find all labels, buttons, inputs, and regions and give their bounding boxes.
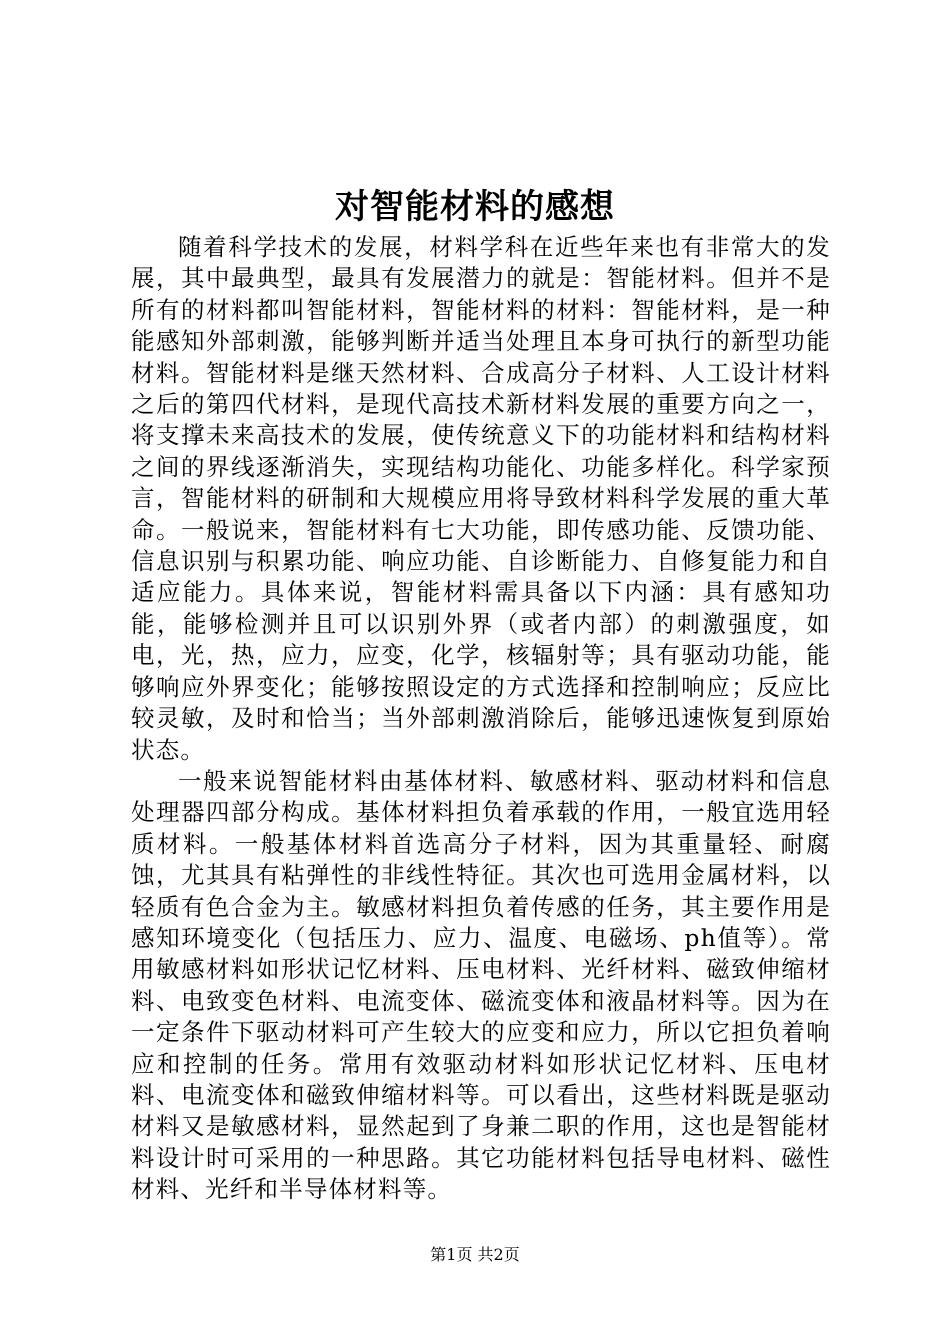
document-title: 对智能材料的感想 — [335, 187, 615, 227]
paragraph-2: 一般来说智能材料由基体材料、敏感材料、驱动材料和信息处理器四部分构成。基体材料担负着承载的作用，一般宜选用轻质材料。一般基体材料首选高分子材料，因为其重量轻、耐腐蚀，尤其具有粘弹性的非线性特征。其次也可选用金属材料，以轻质有色合金为主。敏感材料担负着传感的任务，其主要作用是感知环境变化（包括压力、应力、温度、电磁场、ph值等）。常用敏感材料如形状记忆材料、压电材料、光纤材料、磁致伸缩材料、电致变色材料、电流变体、磁流变体和液晶材料等。因为在一定条件下驱动材料可产生较大的应变和应力，所以它担负着响应和控制的任务。常用有效驱动材料如形状记忆材料、压电材料、电流变体和磁致伸缩材料等。可以看出，这些材料既是驱动材料又是敏感材料，显然起到了身兼二职的作用，这也是智能材料设计时可采用的一种思路。其它功能材料包括导电材料、磁性材料、光纤和半导体材料等。 — [131, 766, 831, 1204]
paragraph-1: 随着科学技术的发展，材料学科在近些年来也有非常大的发展，其中最典型，最具有发展潜力的就是：智能材料。但并不是所有的材料都叫智能材料，智能材料的材料：智能材料，是一种能感知外部刺激，能够判断并适当处理且本身可执行的新型功能材料。智能材料是继天然材料、合成高分子材料、人工设计材料之后的第四代材料，是现代高技术新材料发展的重要方向之一，将支撑未来高技术的发展，使传统意义下的功能材料和结构材料之间的界线逐渐消失，实现结构功能化、功能多样化。科学家预言，智能材料的研制和大规模应用将导致材料科学发展的重大革命。一般说来，智能材料有七大功能，即传感功能、反馈功能、信息识别与积累功能、响应功能、自诊断能力、自修复能力和自适应能力。具体来说，智能材料需具备以下内涵：具有感知功能，能够检测并且可以识别外界（或者内部）的刺激强度，如电，光，热，应力，应变，化学，核辐射等；具有驱动功能，能够响应外界变化；能够按照设定的方式选择和控制响应；反应比较灵敏，及时和恰当；当外部刺激消除后，能够迅速恢复到原始状态。 — [131, 233, 831, 764]
page-number-footer: 第1页 共2页 — [430, 1245, 520, 1264]
document-body — [131, 232, 831, 1206]
